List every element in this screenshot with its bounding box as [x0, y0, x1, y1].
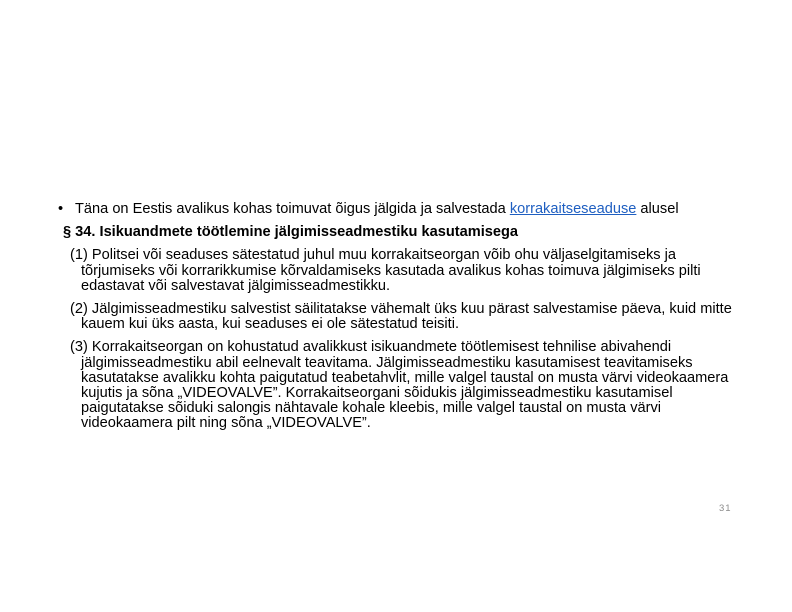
bullet-item — [58, 202, 738, 217]
paragraph-1: (1) Politsei või seaduses sätestatud juhul muu korrakaitseorgan võib ohu väljaselgitamiseks ja tõrjumiseks või korrarikkumise kõrvaldamiseks kasutada avalikus kohas toimuva jälgimiseks pilti edastavat või salvestavat jälgimisseadmestikku. — [70, 247, 701, 294]
paragraph-3: (3) Korrakaitseorgan on kohustatud avalikkust isikuandmete töötlemisest tehnilise abivahendi jälgimisseadmestiku abil eelnevalt teavitama. Jälgimisseadmestiku kasutamisest teavitamiseks kasutatakse avalikku kohta paigutatud teabetahvlit, mille valgel taustal on musta värvi videokaamera kujutis ja sõna „VIDEOVALVE”. Korrakaitseorgani sõidukis jälgimisseadmestiku kasutamisel paigutatakse sõiduki salongis nähtavale kohale kleebis, mille valgel taustal on musta värvi videokaamera pilt ning sõna „VIDEOVALVE”. — [70, 339, 729, 432]
bullet-icon: • — [58, 201, 64, 217]
slide-body — [58, 202, 738, 440]
section-heading: § 34. Isikuandmete töötlemine jälgimisseadmestiku kasutamisega — [63, 224, 519, 241]
bullet-text-after-link: alusel — [636, 201, 679, 217]
bullet-text-before-link: Täna on Eestis avalikus kohas toimuvat õigus jälgida ja salvestada — [75, 201, 510, 217]
paragraph-2: (2) Jälgimisseadmestiku salvestist säilitatakse vähemalt üks kuu pärast salvestamise päeva, kuid mitte kauem kui üks aasta, kui seaduses ei ole sätestatud teisiti. — [70, 301, 732, 333]
page-number: 31 — [719, 503, 732, 514]
korrakaitseseadus-link[interactable]: korrakaitseseaduse — [509, 201, 637, 217]
